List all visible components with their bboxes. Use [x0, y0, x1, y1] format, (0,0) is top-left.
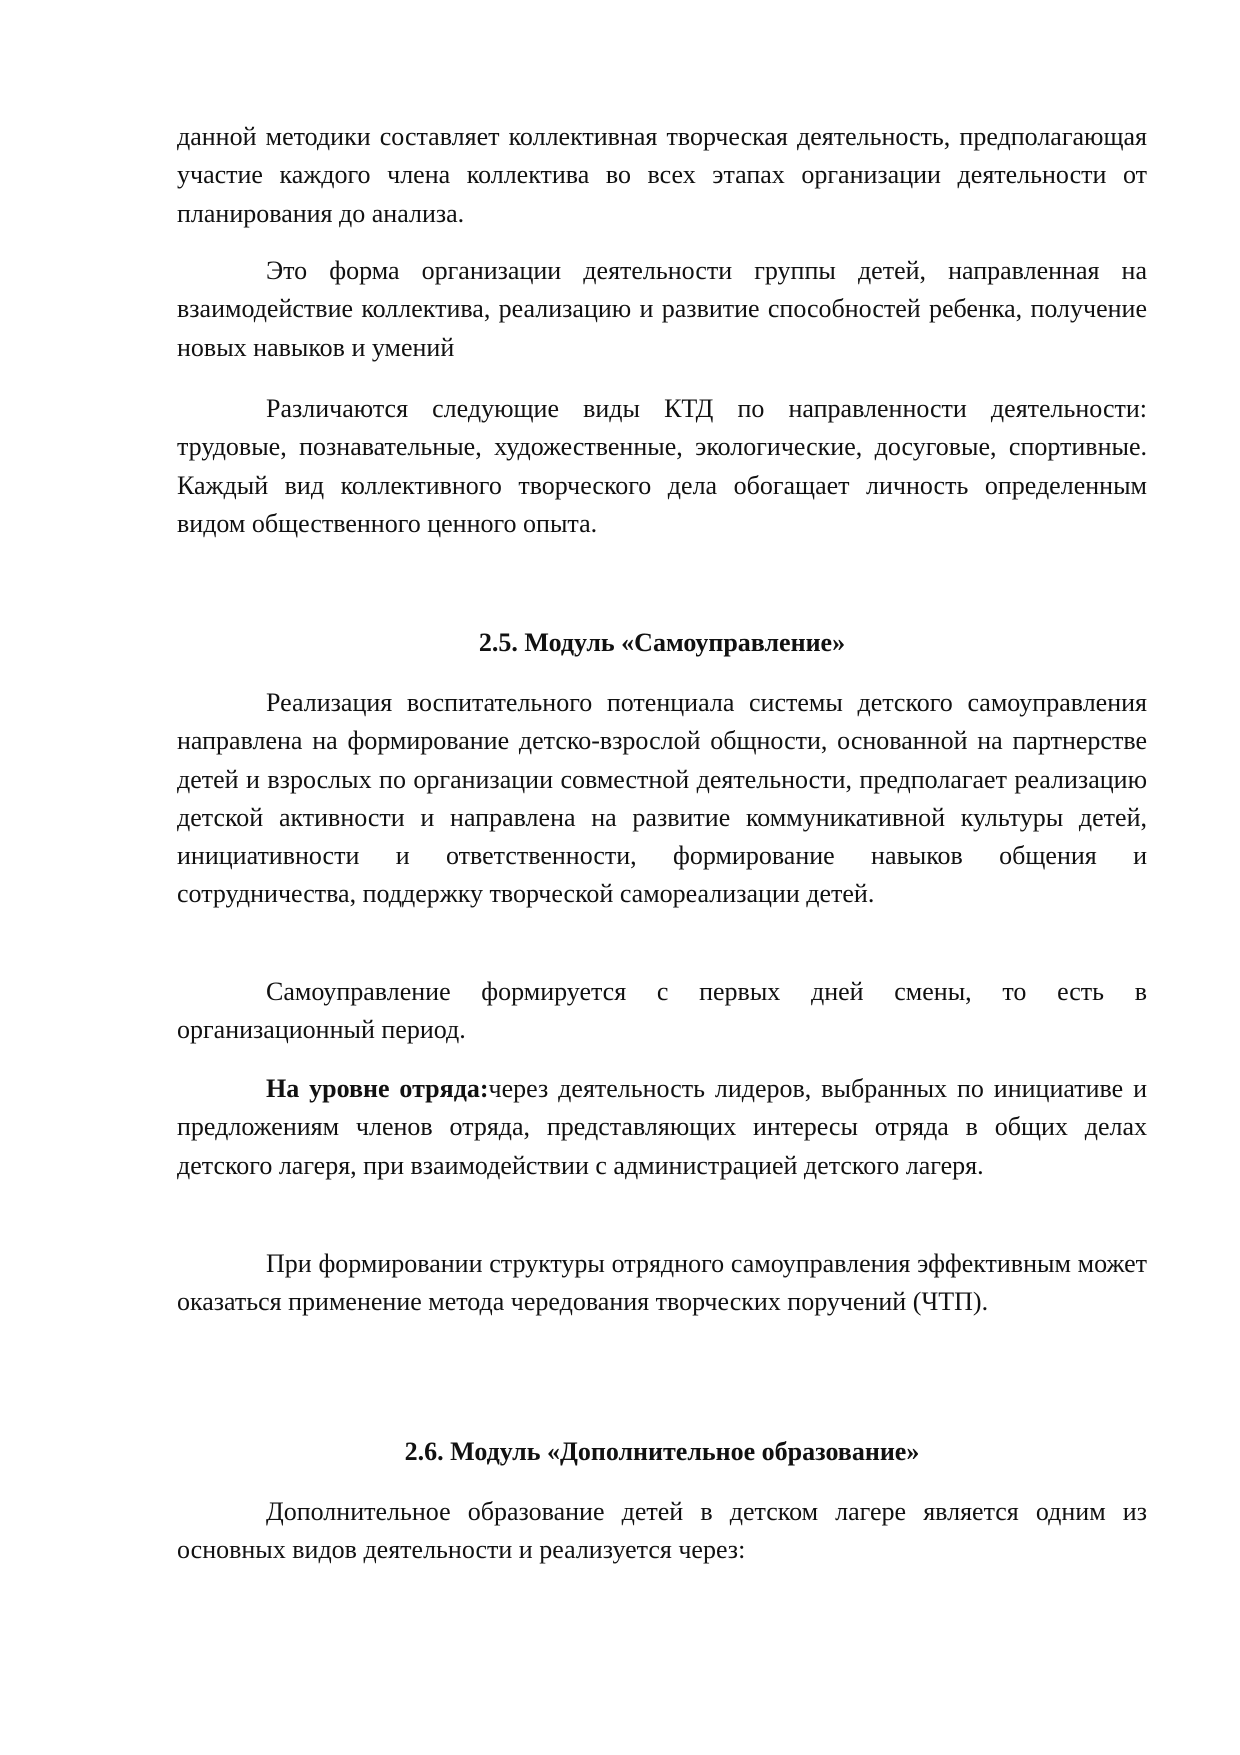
- paragraph-ktd-intro: данной методики составляет коллективная творческая деятельность, предполагающая участие каждого члена коллектива во всех этапах организации деятельности от планирования до анализа.: [177, 122, 1147, 228]
- paragraph-ktd-types: Различаются следующие виды КТД по направленности деятельности: трудовые, познавательные, художественные, экологические, досуговые, спортивные. Каждый вид коллективного творческого дела обогащает личность определенным видом общественного ценного опыта.: [177, 394, 1147, 538]
- section-2-5-paragraph-1-block: [177, 684, 1147, 914]
- section-2-5-paragraph-2-block: [177, 973, 1147, 1050]
- ktd-types-block: [177, 390, 1147, 543]
- top-text-block: [177, 118, 1147, 233]
- section-2-5-heading-block: [177, 624, 1147, 662]
- paragraph-ktd-definition: Это форма организации деятельности группы детей, направленная на взаимодействие коллектива, реализацию и развитие способностей ребенка, получение новых навыков и умений: [177, 256, 1147, 362]
- section-2-6-paragraph-1: Дополнительное образование детей в детском лагере является одним из основных видов деятельности и реализуется через:: [177, 1497, 1147, 1565]
- section-2-5-title: 2.5. Модуль «Самоуправление»: [478, 628, 846, 657]
- section-2-6-paragraph-1-block: [177, 1493, 1147, 1570]
- section-2-5-paragraph-2: Самоуправление формируется с первых дней смены, то есть в организационный период.: [177, 977, 1147, 1045]
- section-2-5-paragraph-4-block: [177, 1245, 1147, 1322]
- section-2-6-title: 2.6. Модуль «Дополнительное образование»: [404, 1437, 920, 1466]
- squad-level-label: На уровне отряда:: [266, 1074, 489, 1103]
- section-2-5-paragraph-3-block: [177, 1070, 1147, 1185]
- ktd-definition-block: [177, 252, 1147, 367]
- section-2-5-paragraph-1: Реализация воспитательного потенциала системы детского самоуправления направлена на формирование детско-взрослой общности, основанной на партнерстве детей и взрослых по организации совместной деятельности, предполагает реализацию детской активности и направлена на развитие коммуникативной культуры детей, инициативности и ответственности, формирование навыков общения и сотрудничества, поддержку творческой самореализации детей.: [177, 688, 1147, 909]
- squad-level-text: через деятельность лидеров, выбранных по инициативе и предложениям членов отряда, представляющих интересы отряда в общих делах детского лагеря, при взаимодействии с администрацией детского лагеря.: [177, 1074, 1147, 1180]
- section-2-5-paragraph-3: [177, 1070, 1147, 1185]
- section-2-6-heading-block: [177, 1433, 1147, 1471]
- section-2-5-paragraph-4: При формировании структуры отрядного самоуправления эффективным может оказаться применение метода чередования творческих поручений (ЧТП).: [177, 1249, 1147, 1317]
